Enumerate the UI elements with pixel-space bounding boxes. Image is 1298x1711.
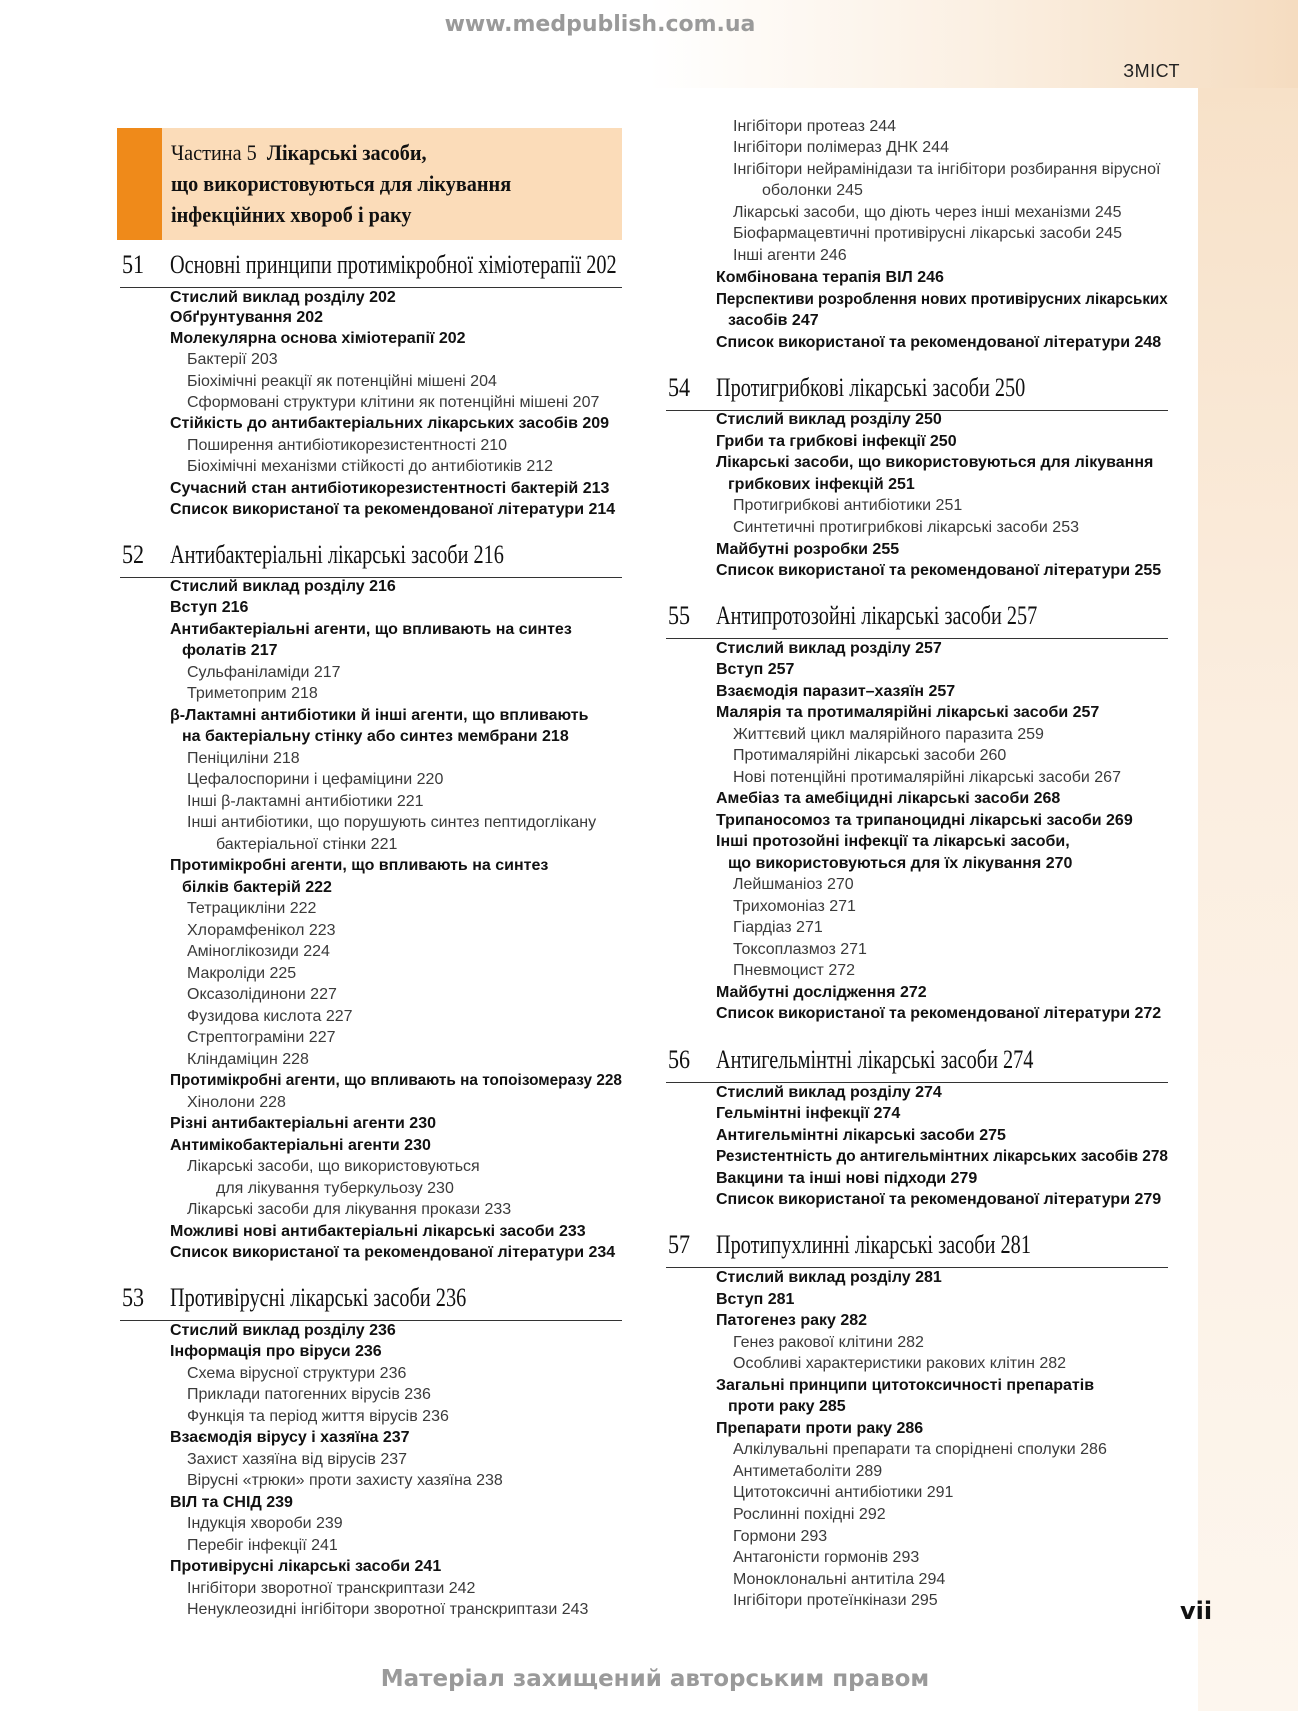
toc-subsection-entry: Хінолони 228 — [187, 1094, 286, 1111]
toc-section-entry: Протимікробні агенти, що впливають на синтез — [170, 857, 549, 874]
toc-subsection-entry: Протигрибкові антибіотики 251 — [733, 497, 963, 514]
toc-section-entry: Сучасний стан антибіотикорезистентності бактерій 213 — [170, 480, 610, 497]
toc-subsection-entry: Пеніциліни 218 — [187, 750, 300, 767]
watermark-bottom: Матеріал захищений авторським правом — [380, 1666, 930, 1692]
chapter-title: Противірусні лікарські засоби 236 — [170, 1283, 467, 1312]
toc-section-entry: Лікарські засоби, що використовуються для лікування — [716, 454, 1154, 471]
toc-section-entry: Вступ 216 — [170, 599, 249, 616]
toc-subsection-entry: Індукція хвороби 239 — [187, 1515, 343, 1532]
toc-section-entry: Взаємодія паразит–хазяїн 257 — [716, 683, 956, 700]
chapter-title: Протипухлинні лікарські засоби 281 — [716, 1230, 1031, 1259]
toc-section-entry: Амебіаз та амебіцидні лікарські засоби 268 — [716, 790, 1061, 807]
toc-subsection-entry: Антиметаболіти 289 — [733, 1463, 883, 1480]
toc-section-entry: β-Лактамні антибіотики й інші агенти, що впливають — [170, 707, 589, 724]
toc-subsection-entry: Аміноглікозиди 224 — [187, 943, 330, 960]
toc-section-entry: Малярія та протималярійні лікарські засоби 257 — [716, 704, 1100, 721]
toc-section-entry: Вступ 281 — [716, 1291, 795, 1308]
part-heading-text — [171, 137, 576, 230]
toc-section-entry: ВІЛ та СНІД 239 — [170, 1494, 293, 1511]
toc-subsection-entry: Перебіг інфекції 241 — [187, 1537, 338, 1554]
toc-subsection-entry: Лікарські засоби для лікування прокази 233 — [187, 1201, 512, 1218]
toc-section-entry: Гельмінтні інфекції 274 — [716, 1105, 901, 1122]
toc-section-entry: Обґрунтування 202 — [170, 309, 324, 326]
chapter-number: 56 — [668, 1045, 691, 1074]
toc-section-entry: фолатів 217 — [182, 642, 278, 659]
toc-subsection-entry: Біохімічні реакції як потенційні мішені 204 — [187, 373, 497, 390]
toc-section-entry: що використовуються для їх лікування 270 — [728, 855, 1073, 872]
chapter-number: 57 — [668, 1230, 691, 1259]
toc-subsection-entry: Трихомоніаз 271 — [733, 898, 856, 915]
toc-subsection-entry: Синтетичні протигрибкові лікарські засоби 253 — [733, 519, 1079, 536]
toc-subsection-entry: Інші антибіотики, що порушують синтез пептидоглікану — [187, 814, 597, 831]
toc-section-entry: Список використаної та рекомендованої літератури 255 — [716, 562, 1162, 579]
toc-section-entry: Молекулярна основа хіміотерапії 202 — [170, 330, 466, 347]
toc-section-entry: Список використаної та рекомендованої літератури 272 — [716, 1005, 1162, 1022]
toc-section-entry: засобів 247 — [728, 312, 819, 329]
toc-section-entry: Препарати проти раку 286 — [716, 1420, 924, 1437]
page-number: vii — [1180, 1597, 1213, 1625]
toc-section-entry: Вакцини та інші нові підходи 279 — [716, 1170, 978, 1187]
toc-section-entry: Гриби та грибкові інфекції 250 — [716, 433, 957, 450]
toc-subsection-entry: Моноклональні антитіла 294 — [733, 1571, 946, 1588]
toc-subsection-entry: Триметоприм 218 — [187, 685, 318, 702]
chapter-title: Протигрибкові лікарські засоби 250 — [716, 373, 1026, 402]
toc-section-entry: Трипаносомоз та трипаноцидні лікарські засоби 269 — [716, 812, 1133, 829]
toc-section-entry: Стислий виклад розділу 202 — [170, 289, 396, 306]
toc-section-entry: Стислий виклад розділу 274 — [716, 1084, 942, 1101]
chapter-heading — [666, 601, 1168, 639]
chapter-number: 53 — [122, 1283, 145, 1312]
toc-subsection-entry: Бактерії 203 — [187, 351, 278, 368]
chapter-heading — [120, 540, 622, 578]
toc-section-entry: Протимікробні агенти, що впливають на топоізомеразу 228 — [170, 1072, 622, 1089]
toc-section-entry: Стислий виклад розділу 250 — [716, 411, 942, 428]
toc-subsection-entry: Інгібітори нейрамінідази та інгібітори розбирання вірусної — [733, 161, 1161, 178]
toc-section-entry: Патогенез раку 282 — [716, 1312, 868, 1329]
toc-subsection-entry: для лікування туберкульозу 230 — [216, 1180, 454, 1197]
toc-section-entry: Майбутні дослідження 272 — [716, 984, 927, 1001]
toc-subsection-entry: Лікарські засоби, що діють через інші механізми 245 — [733, 204, 1122, 221]
toc-section-entry: Антибактеріальні агенти, що впливають на синтез — [170, 621, 572, 638]
toc-subsection-entry: Нові потенційні протималярійні лікарські засоби 267 — [733, 769, 1121, 786]
toc-section-entry: Інші протозойні інфекції та лікарські засоби, — [716, 833, 1070, 850]
chapter-number: 52 — [122, 540, 145, 569]
part-title-line3: інфекційних хвороб і раку — [171, 202, 412, 227]
toc-section-entry: Список використаної та рекомендованої літератури 234 — [170, 1244, 616, 1261]
toc-subsection-entry: Рослинні похідні 292 — [733, 1506, 886, 1523]
toc-section-entry: Список використаної та рекомендованої літератури 279 — [716, 1191, 1162, 1208]
toc-section-entry: Антигельмінтні лікарські засоби 275 — [716, 1127, 1006, 1144]
part-prefix: Частина 5 — [171, 140, 257, 165]
toc-subsection-entry: Алкілувальні препарати та споріднені сполуки 286 — [733, 1441, 1107, 1458]
toc-subsection-entry: Цитотоксичні антибіотики 291 — [733, 1484, 954, 1501]
toc-section-entry: грибкових інфекцій 251 — [728, 476, 915, 493]
toc-subsection-entry: Цефалоспорини і цефаміцини 220 — [187, 771, 444, 788]
toc-subsection-entry: Гіардіаз 271 — [733, 919, 823, 936]
toc-subsection-entry: Інші β-лактамні антибіотики 221 — [187, 793, 424, 810]
toc-subsection-entry: Гормони 293 — [733, 1528, 828, 1545]
chapter-heading — [666, 1045, 1168, 1083]
toc-subsection-entry: Тетрацикліни 222 — [187, 900, 317, 917]
part-title-line2: що використовуються для лікування — [171, 171, 512, 196]
toc-subsection-entry: Життєвий цикл малярійного паразита 259 — [733, 726, 1044, 743]
chapter-title: Антигельмінтні лікарські засоби 274 — [716, 1045, 1034, 1074]
toc-subsection-entry: Інгібітори зворотної транскриптази 242 — [187, 1580, 476, 1597]
chapter-title: Антипротозойні лікарські засоби 257 — [716, 601, 1038, 630]
watermark-top: www.medpublish.com.ua — [444, 12, 756, 37]
toc-subsection-entry: Біофармацевтичні противірусні лікарські засоби 245 — [733, 225, 1123, 242]
toc-section-entry: Майбутні розробки 255 — [716, 541, 900, 558]
toc-subsection-entry: Генез ракової клітини 282 — [733, 1334, 924, 1351]
toc-section-entry: Резистентність до антигельмінтних лікарських засобів 278 — [716, 1148, 1168, 1165]
toc-section-entry: Можливі нові антибактеріальні лікарські засоби 233 — [170, 1223, 586, 1240]
toc-subsection-entry: бактеріальної стінки 221 — [216, 836, 398, 853]
toc-section-entry: на бактеріальну стінку або синтез мембрани 218 — [182, 728, 569, 745]
section-header-label: ЗМІСТ — [1123, 61, 1180, 81]
toc-section-entry: Стислий виклад розділу 281 — [716, 1269, 942, 1286]
toc-section-entry: Загальні принципи цитотоксичності препаратів — [716, 1377, 1095, 1394]
toc-subsection-entry: Особливі характеристики ракових клітин 282 — [733, 1355, 1067, 1372]
toc-subsection-entry: Сульфаніламіди 217 — [187, 664, 341, 681]
toc-section-entry: Стислий виклад розділу 257 — [716, 640, 942, 657]
toc-subsection-entry: Макроліди 225 — [187, 965, 297, 982]
toc-subsection-entry: оболонки 245 — [762, 182, 863, 199]
toc-subsection-entry: Біохімічні механізми стійкості до антибіотиків 212 — [187, 458, 554, 475]
toc-section-entry: Стислий виклад розділу 236 — [170, 1322, 396, 1339]
toc-section-entry: Інформація про віруси 236 — [170, 1343, 382, 1360]
toc-section-entry: Список використаної та рекомендованої літератури 214 — [170, 501, 616, 518]
toc-subsection-entry: Захист хазяїна від вірусів 237 — [187, 1451, 408, 1468]
toc-subsection-entry: Оксазолідинони 227 — [187, 986, 337, 1003]
toc-subsection-entry: Пневмоцист 272 — [733, 962, 856, 979]
toc-subsection-entry: Фузидова кислота 227 — [187, 1008, 353, 1025]
toc-subsection-entry: Протималярійні лікарські засоби 260 — [733, 747, 1007, 764]
toc-subsection-entry: Токсоплазмоз 271 — [733, 941, 867, 958]
chapter-number: 54 — [668, 373, 691, 402]
chapter-title: Антибактеріальні лікарські засоби 216 — [170, 540, 504, 569]
part-title-line1: Лікарські засоби, — [266, 140, 427, 165]
toc-section-entry: Список використаної та рекомендованої літератури 248 — [716, 334, 1162, 351]
toc-subsection-entry: Ненуклеозидні інгібітори зворотної транскриптази 243 — [187, 1601, 589, 1618]
toc-section-entry: білків бактерій 222 — [182, 879, 332, 896]
toc-subsection-entry: Хлорамфенікол 223 — [187, 922, 336, 939]
toc-subsection-entry: Інгібітори протеїнкінази 295 — [733, 1592, 938, 1609]
chapter-number: 51 — [122, 250, 145, 279]
toc-section-entry: Противірусні лікарські засоби 241 — [170, 1558, 442, 1575]
chapter-heading — [666, 1230, 1168, 1268]
toc-subsection-entry: Стрептограміни 227 — [187, 1029, 336, 1046]
toc-section-entry: проти раку 285 — [728, 1398, 846, 1415]
part-accent-bar — [117, 128, 162, 240]
toc-subsection-entry: Інгібітори протеаз 244 — [733, 118, 897, 135]
chapter-number: 55 — [668, 601, 691, 630]
toc-subsection-entry: Вірусні «трюки» проти захисту хазяїна 238 — [187, 1472, 503, 1489]
toc-section-entry: Вступ 257 — [716, 661, 795, 678]
toc-subsection-entry: Інші агенти 246 — [733, 247, 847, 264]
toc-section-entry: Перспективи розроблення нових противірусних лікарських — [716, 291, 1168, 308]
toc-section-entry: Стійкість до антибактеріальних лікарських засобів 209 — [170, 415, 610, 432]
toc-subsection-entry: Кліндаміцин 228 — [187, 1051, 309, 1068]
toc-subsection-entry: Схема вірусної структури 236 — [187, 1365, 407, 1382]
toc-subsection-entry: Сформовані структури клітини як потенційні мішені 207 — [187, 394, 600, 411]
toc-section-entry: Взаємодія вірусу і хазяїна 237 — [170, 1429, 410, 1446]
toc-section-entry: Антимікобактеріальні агенти 230 — [170, 1137, 431, 1154]
part-heading-box — [117, 128, 622, 240]
chapter-title: Основні принципи протимікробної хіміотерапії 202 — [170, 250, 617, 279]
toc-subsection-entry: Приклади патогенних вірусів 236 — [187, 1386, 431, 1403]
side-decor-band — [1198, 88, 1298, 1711]
toc-section-entry: Комбінована терапія ВІЛ 246 — [716, 269, 944, 286]
toc-subsection-entry: Поширення антибіотикорезистентності 210 — [187, 437, 508, 454]
toc-subsection-entry: Функція та період життя вірусів 236 — [187, 1408, 449, 1425]
toc-subsection-entry: Антагоністи гормонів 293 — [733, 1549, 920, 1566]
chapter-heading — [120, 1283, 622, 1321]
toc-section-entry: Стислий виклад розділу 216 — [170, 578, 396, 595]
toc-subsection-entry: Лікарські засоби, що використовуються — [187, 1158, 480, 1175]
chapter-heading — [120, 250, 622, 288]
chapter-heading — [666, 373, 1168, 411]
toc-section-entry: Різні антибактеріальні агенти 230 — [170, 1115, 436, 1132]
toc-subsection-entry: Лейшманіоз 270 — [733, 876, 854, 893]
toc-subsection-entry: Інгібітори полімераз ДНК 244 — [733, 139, 949, 156]
